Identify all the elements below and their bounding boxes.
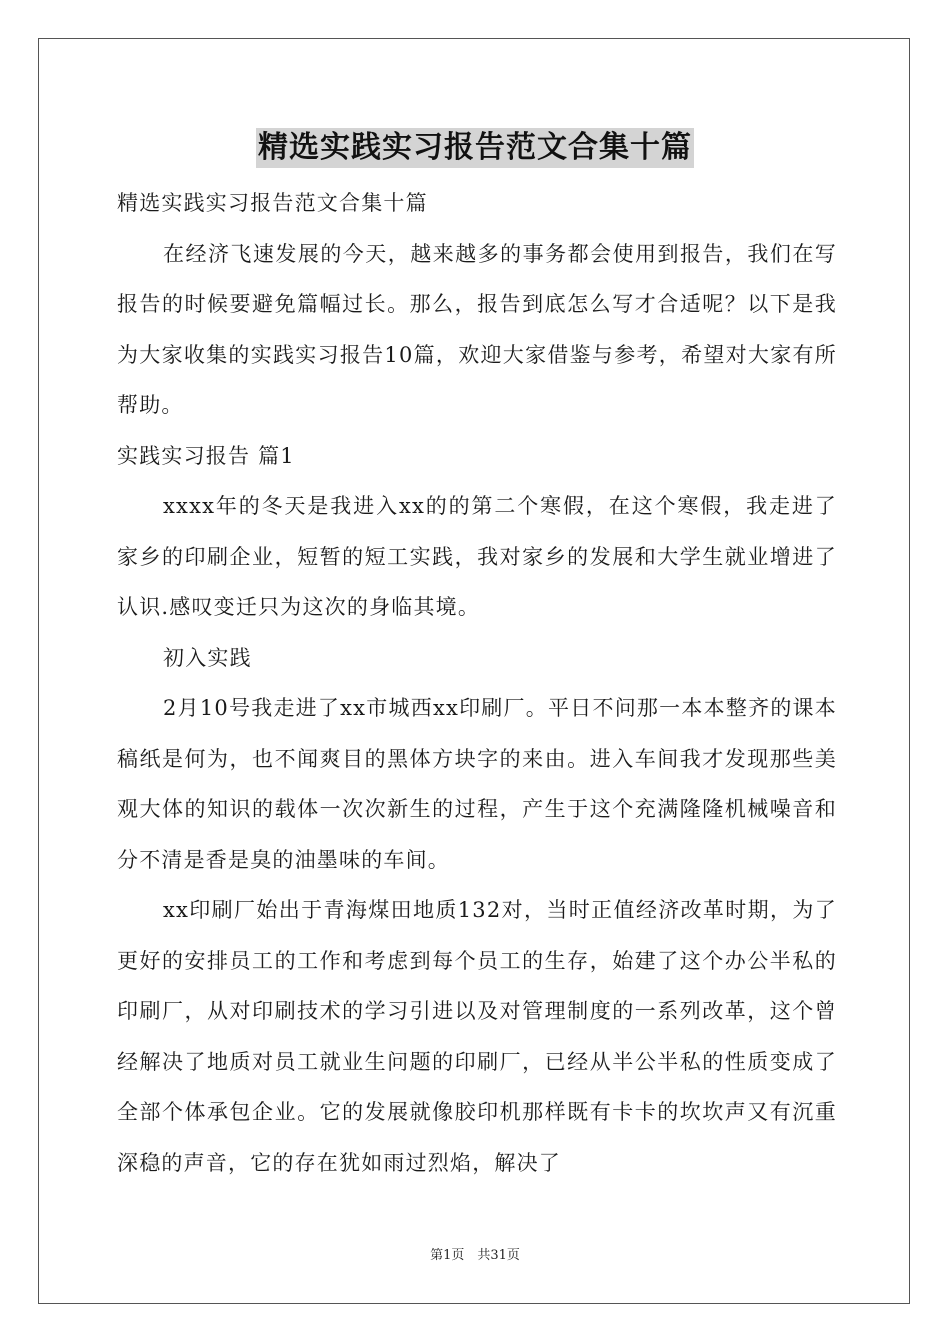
page-footer: 第1页 共31页 — [430, 1248, 520, 1263]
paragraph-1: xxxx年的冬天是我进入xx的的第二个寒假，在这个寒假，我走进了家乡的印刷企业，短暂的短工实践，我对家乡的发展和大学生就业增进了认识.感叹变迁只为这次的身临其境。 — [117, 494, 837, 619]
paragraph-2: 2月10号我走进了xx市城西xx印刷厂。平日不问那一本本整齐的课本稿纸是何为，也不闻爽目的黑体方块字的来由。进入车间我才发现那些美观大体的知识的载体一次次新生的过程，产生于这个充满隆隆机械噪音和分不清是香是臭的油墨味的车间。 — [117, 696, 837, 872]
paragraph-3: xx印刷厂始出于青海煤田地质132对，当时正值经济改革时期，为了更好的安排员工的工作和考虑到每个员工的生存，始建了这个办公半私的印刷厂，从对印刷技术的学习引进以及对管理制度的一系列改革，这个曾经解决了地质对员工就业生问题的印刷厂，已经从半公半私的性质变成了全部个体承包企业。它的发展就像胶印机那样既有卡卡的坎坎声又有沉重深稳的声音，它的存在犹如雨过烈焰，解决了 — [117, 898, 837, 1175]
document-subtitle: 精选实践实习报告范文合集十篇 — [117, 191, 428, 215]
document-title: 精选实践实习报告范文合集十篇 — [256, 128, 694, 168]
sub-heading: 初入实践 — [163, 645, 252, 670]
document-body — [117, 178, 837, 1188]
title-container — [0, 128, 950, 168]
intro-paragraph: 在经济飞速发展的今天，越来越多的事务都会使用到报告，我们在写报告的时候要避免篇幅过长。那么，报告到底怎么写才合适呢？以下是我为大家收集的实践实习报告10篇，欢迎大家借鉴与参考，希望对大家有所帮助。 — [117, 241, 837, 417]
section-heading: 实践实习报告 篇1 — [117, 443, 295, 468]
